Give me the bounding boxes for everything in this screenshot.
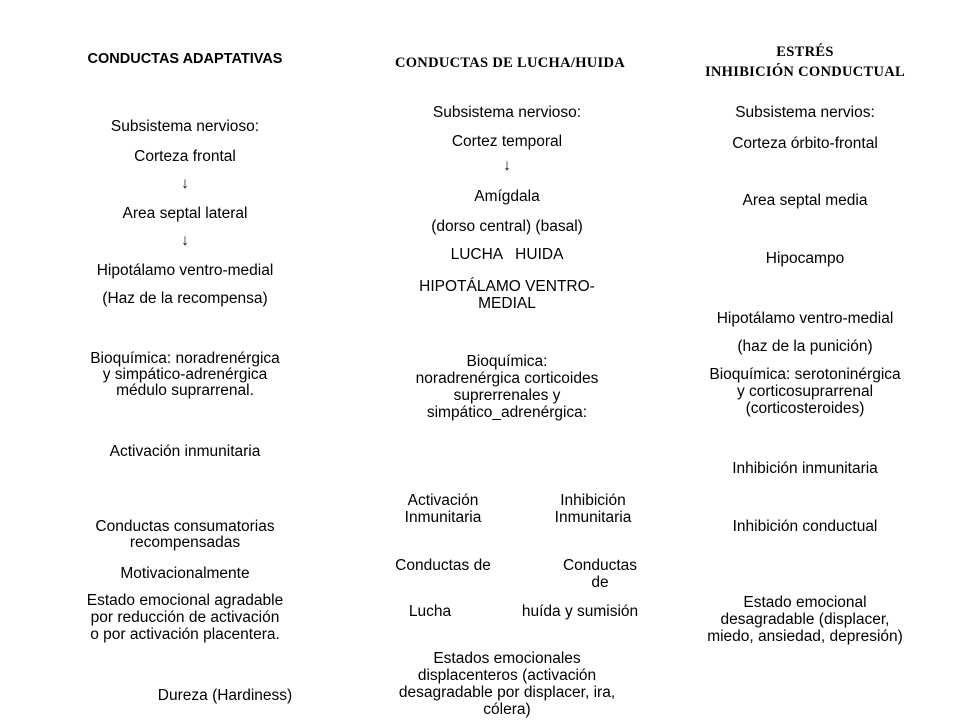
col1-line4: (Haz de la recompensa) <box>102 290 268 307</box>
col3-subsystem: Subsistema nervios: <box>735 104 875 121</box>
col2-line1: Cortez temporal <box>451 133 563 150</box>
col3-line3: Hipocampo <box>765 250 845 267</box>
col2-arrow1: ↓ <box>503 157 511 174</box>
col1-bio1: Bioquímica: noradrenérgica <box>90 350 280 367</box>
col3-bio2: y corticosuprarrenal <box>736 383 874 400</box>
col1-hardiness: Dureza (Hardiness) <box>157 687 293 704</box>
col2-line3: (dorso central) (basal) <box>431 218 583 235</box>
col2-heading: CONDUCTAS DE LUCHA/HUIDA <box>394 55 626 71</box>
col2-bio4: simpático_adrenérgica: <box>426 404 588 421</box>
col2-activation2: Inmunitaria <box>404 509 482 526</box>
col1-activation: Activación inmunitaria <box>109 443 261 460</box>
col2-conduct-left: Conductas de <box>395 557 491 574</box>
col3-line4: Hipotálamo ventro-medial <box>716 310 894 327</box>
col2-line5b: MEDIAL <box>478 295 536 312</box>
col2-conduct-right2: de <box>591 574 609 591</box>
col1-arrow1: ↓ <box>181 175 189 192</box>
col2-state1: Estados emocionales <box>433 650 581 667</box>
col2-bio2: noradrenérgica corticoides <box>415 370 599 387</box>
col2-line2: Amígdala <box>474 188 540 205</box>
col3-bio1: Bioquímica: serotoninérgica <box>709 366 901 383</box>
col3-heading-line2: INHIBICIÓN CONDUCTUAL <box>704 64 906 80</box>
col1-bio2: y simpático-adrenérgica <box>102 366 268 383</box>
col3-state3: miedo, ansiedad, depresión) <box>707 628 903 645</box>
col3-state2: desagradable (displacer, <box>720 611 890 628</box>
col2-state3: desagradable por displacer, ira, <box>398 684 616 701</box>
col2-inhibition1: Inhibición <box>560 492 626 509</box>
col2-bio3: suprerrenales y <box>453 387 561 404</box>
col2-state2: displacenteros (activación <box>417 667 597 684</box>
col1-consumatory2: recompensadas <box>129 534 241 551</box>
col1-subsystem: Subsistema nervioso: <box>110 118 260 135</box>
col1-line2: Area septal lateral <box>122 205 248 222</box>
col1-line3: Hipotálamo ventro-medial <box>96 262 274 279</box>
col1-consumatory1: Conductas consumatorias <box>95 518 275 535</box>
col2-state4: cólera) <box>483 701 531 718</box>
col2-bio1: Bioquímica: <box>466 353 548 370</box>
col2-line5a: HIPOTÁLAMO VENTRO- <box>419 278 595 295</box>
col1-state3: o por activación placentera. <box>90 626 280 643</box>
col2-fight: Lucha <box>408 603 452 620</box>
col2-inhibition2: Inmunitaria <box>554 509 632 526</box>
col1-state1: Estado emocional agradable <box>86 592 284 609</box>
col2-activation1: Activación <box>407 492 479 509</box>
col1-arrow2: ↓ <box>181 232 189 249</box>
col1-motivational: Motivacionalmente <box>120 565 250 582</box>
col2-flight: huída y sumisión <box>521 603 639 620</box>
col1-state2: por reducción de activación <box>90 609 280 626</box>
col1-line1: Corteza frontal <box>134 148 236 165</box>
col2-line4: LUCHA HUIDA <box>450 246 564 263</box>
col2-conduct-right1: Conductas <box>562 557 638 574</box>
col3-state1: Estado emocional <box>743 594 867 611</box>
col2-subsystem: Subsistema nervioso: <box>432 104 582 121</box>
col1-heading: CONDUCTAS ADAPTATIVAS <box>87 51 283 67</box>
col3-behavior-inhibition: Inhibición conductual <box>732 518 878 535</box>
col3-bio3: (corticosteroides) <box>745 400 865 417</box>
col3-line1: Corteza órbito-frontal <box>732 135 878 152</box>
col3-line5: (haz de la punición) <box>737 338 873 355</box>
col3-heading-line1: ESTRÉS <box>776 44 834 60</box>
col3-line2: Area septal media <box>742 192 868 209</box>
col3-immune-inhibition: Inhibición inmunitaria <box>732 460 878 477</box>
col1-bio3: médulo suprarrenal. <box>116 382 254 399</box>
